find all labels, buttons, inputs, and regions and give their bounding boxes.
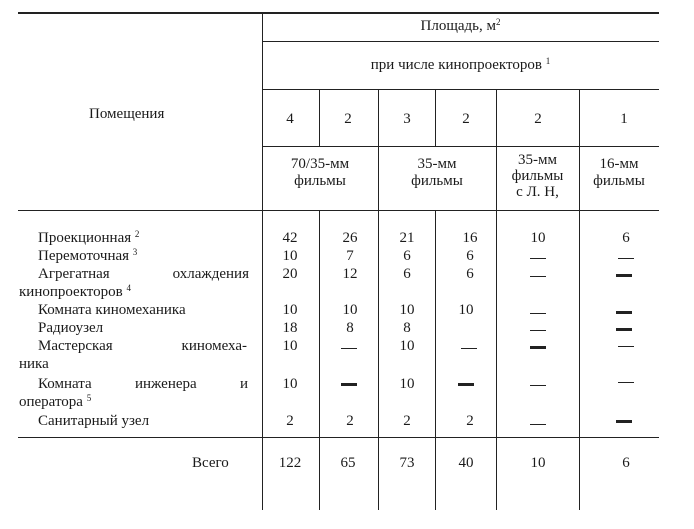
dash-mark (618, 258, 634, 259)
row-name: Санитарный узел (38, 413, 150, 429)
value-cell: 2 (346, 413, 354, 429)
count-cell: 1 (620, 111, 628, 127)
header-bottom-rule (18, 210, 659, 211)
value-cell: 12 (342, 266, 358, 282)
dash-mark (530, 330, 546, 331)
film-group-35-ln: 35-мм фильмы с Л. Н, (511, 152, 564, 200)
dash-mark (616, 311, 632, 314)
value-cell: 10 (282, 302, 298, 318)
row-name-cont: ника (19, 356, 49, 372)
value-cell: 10 (342, 302, 358, 318)
projectors-rule (262, 89, 659, 90)
col-rule-1-body (319, 210, 320, 510)
film-group-70-35: 70/35-мм фильмы (290, 156, 350, 189)
dash-mark (616, 420, 632, 423)
total-cell: 40 (458, 455, 474, 471)
row-name: Радиоузел (38, 320, 104, 336)
value-cell: 10 (530, 230, 546, 246)
dash-mark (341, 383, 357, 386)
dash-mark (341, 348, 357, 349)
total-cell: 73 (399, 455, 415, 471)
dash-mark (530, 424, 546, 425)
value-cell: 10 (282, 338, 298, 354)
value-cell: 26 (342, 230, 358, 246)
area-header: Площадь, $м^2$ (420, 17, 501, 34)
count-cell: 2 (462, 111, 470, 127)
col-rule-3-head (435, 89, 436, 146)
col-rule-3-body (435, 210, 436, 510)
value-cell: 2 (286, 413, 294, 429)
value-cell: 7 (346, 248, 354, 264)
row-name: Проекционная $^2$ (38, 229, 140, 246)
value-cell: 10 (282, 248, 298, 264)
film-group-16: 16-мм фильмы (593, 156, 645, 189)
value-cell: 42 (282, 230, 298, 246)
row-name: Агрегатная охлаждения (38, 266, 249, 282)
value-cell: 6 (403, 266, 411, 282)
col-rule-2 (378, 89, 379, 510)
dash-mark (618, 382, 634, 383)
total-cell: 122 (278, 455, 302, 471)
value-cell: 10 (399, 302, 415, 318)
count-cell: 2 (534, 111, 542, 127)
dash-mark (530, 258, 546, 259)
value-cell: 21 (399, 230, 415, 246)
value-cell: 8 (346, 320, 354, 336)
value-cell: 6 (466, 248, 474, 264)
value-cell: 6 (466, 266, 474, 282)
col-rule-5 (579, 89, 580, 510)
area-rule (262, 41, 659, 42)
row-name-cont: кинопроекторов $^4$ (19, 283, 131, 300)
value-cell: 6 (403, 248, 411, 264)
col-rule-1-head (319, 89, 320, 146)
film-group-35: 35-мм фильмы (411, 156, 463, 189)
value-cell: 18 (282, 320, 298, 336)
projectors-header: при числе кинопроекторов $^1$ (370, 56, 551, 73)
count-cell: 3 (403, 111, 411, 127)
dash-mark (530, 313, 546, 314)
dash-mark (530, 385, 546, 386)
row-name: Мастерская киномеха- (38, 338, 247, 354)
value-cell: 2 (403, 413, 411, 429)
dash-mark (461, 348, 477, 349)
dash-mark (530, 346, 546, 349)
value-cell: 2 (466, 413, 474, 429)
total-cell: 6 (622, 455, 630, 471)
dash-mark (616, 274, 632, 277)
row-name: Перемоточная $^3$ (38, 247, 138, 264)
count-cell: 2 (344, 111, 352, 127)
col-rule-room (262, 12, 263, 510)
value-cell: 20 (282, 266, 298, 282)
count-cell: 4 (286, 111, 294, 127)
total-rule (18, 437, 659, 438)
row-name-cont: оператора $^5$ (19, 393, 92, 410)
value-cell: 10 (399, 376, 415, 392)
counts-rule (262, 146, 659, 147)
dash-mark (458, 383, 474, 386)
row-name: Комната киномеханика (38, 302, 186, 318)
room-column-header: Помещения (89, 106, 165, 122)
dash-mark (618, 346, 634, 347)
total-cell: 10 (530, 455, 546, 471)
value-cell: 8 (403, 320, 411, 336)
value-cell: 10 (282, 376, 298, 392)
total-cell: 65 (340, 455, 356, 471)
value-cell: 6 (622, 230, 630, 246)
value-cell: 10 (399, 338, 415, 354)
value-cell: 16 (462, 230, 478, 246)
row-name: Комната инженера и (38, 376, 248, 392)
dash-mark (616, 328, 632, 331)
value-cell: 10 (458, 302, 474, 318)
dash-mark (530, 276, 546, 277)
top-rule (18, 12, 659, 14)
total-label: Всего (192, 455, 229, 471)
